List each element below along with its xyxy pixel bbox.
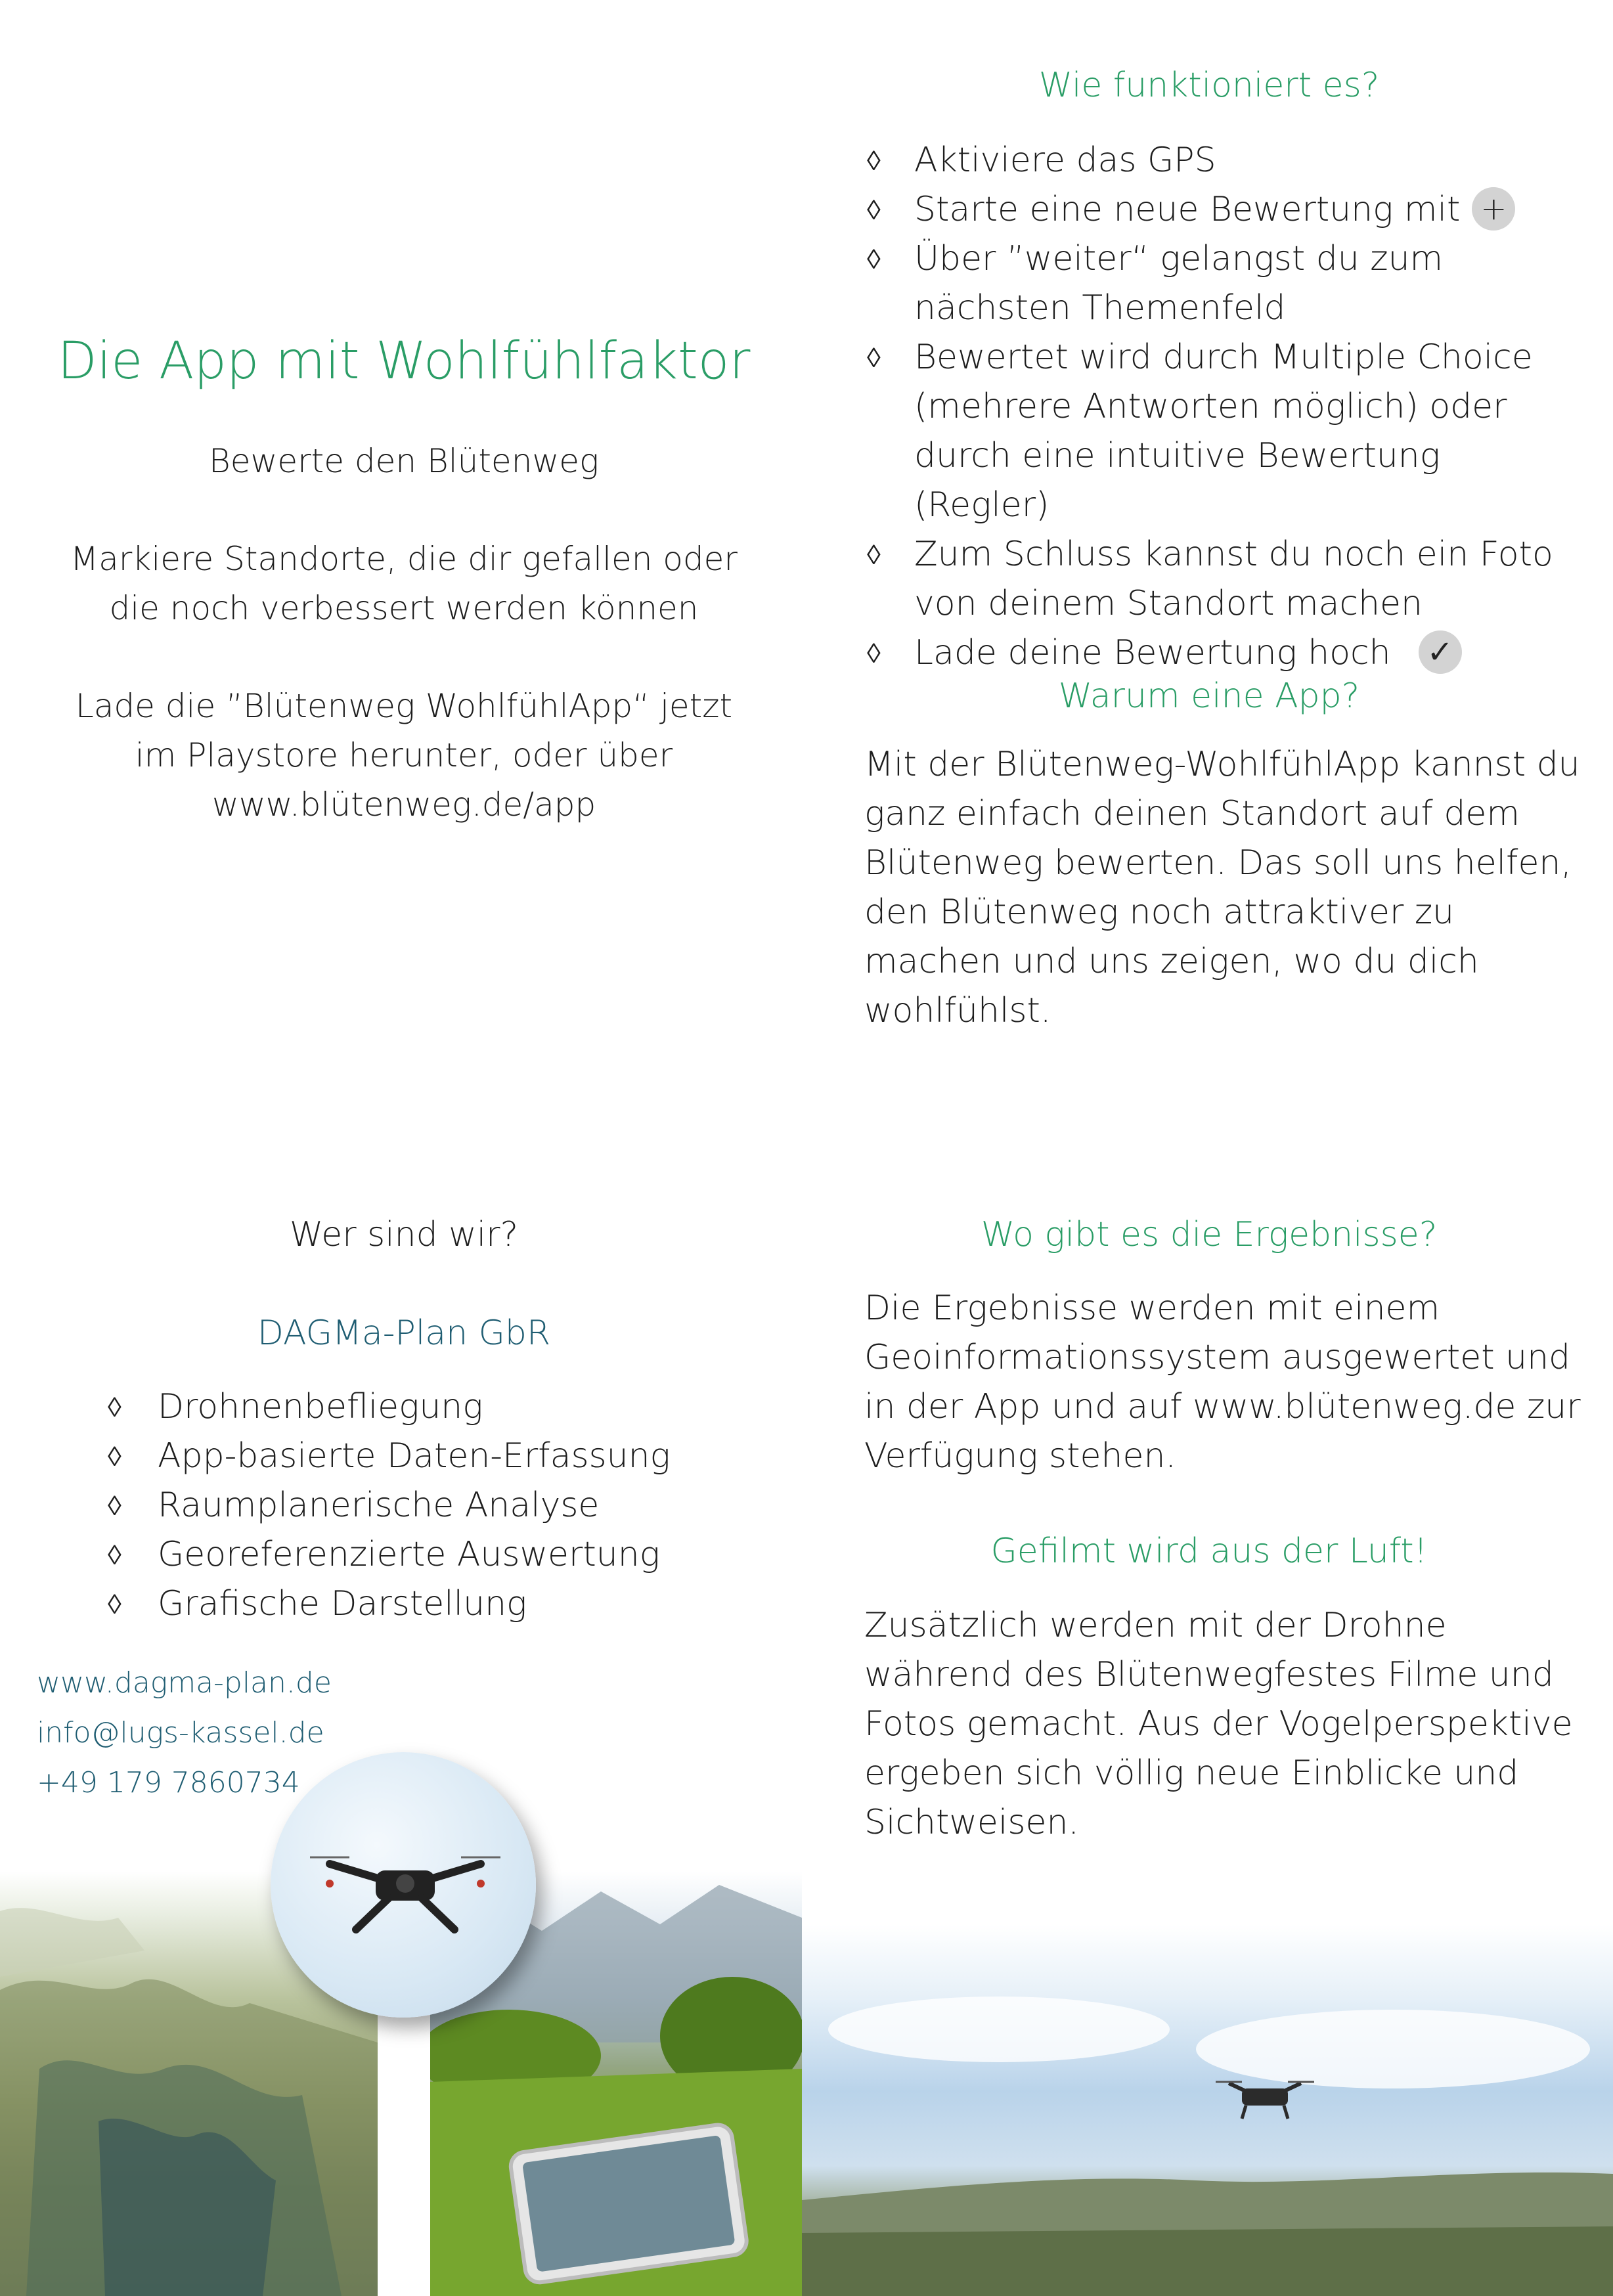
- website-link[interactable]: www.dagma-plan.de: [37, 1666, 332, 1700]
- intro-line-2: Markiere Standorte, die dir gefallen oder die noch verbessert werden können: [70, 540, 738, 627]
- why-text: Mit der Blütenweg-WohlfühlApp kannst du ganz einfach deinen Standort auf dem Blütenweg bewerten. Das soll uns helfen, den Blütenweg noch attraktiver zu machen und uns zeigen, wo du dich wohlfühlst.: [864, 745, 1580, 1030]
- results-heading: Wo gibt es die Ergebnisse?: [981, 1215, 1438, 1254]
- company-name: DAGMa-Plan GbR: [257, 1314, 551, 1353]
- email-link[interactable]: info@lugs-kassel.de: [37, 1716, 324, 1750]
- intro-line-1: Bewerte den Blütenweg: [208, 442, 600, 480]
- intro-line-3: Lade die ”Blütenweg WohlfühlApp“ jetzt im Playstore herunter, oder über www.blütenweg.de/app: [75, 687, 733, 824]
- diamond-icon: ◊: [867, 539, 881, 571]
- diamond-icon: ◊: [867, 194, 881, 226]
- phone-number[interactable]: +49 179 7860734: [37, 1766, 300, 1799]
- list-item: ◊ App-basierte Daten-Erfassung: [105, 1432, 828, 1481]
- diamond-icon: ◊: [867, 144, 881, 177]
- how-heading: Wie funktioniert es?: [1038, 66, 1380, 105]
- app-title: Die App mit Wohlfühlfaktor: [57, 332, 751, 391]
- sky-drone-photo: [802, 1924, 1613, 2296]
- how-list: [864, 136, 1580, 678]
- list-item: ◊ Zum Schluss kannst du noch ein Foto von deinem Standort machen: [864, 530, 1580, 629]
- diamond-icon: ◊: [108, 1588, 122, 1620]
- diamond-icon: ◊: [867, 243, 881, 275]
- services-list: [105, 1382, 828, 1629]
- film-heading: Gefilmt wird aus der Luft!: [990, 1532, 1428, 1571]
- plus-icon: +: [1472, 187, 1515, 231]
- list-item: ◊ Georeferenzierte Auswertung: [105, 1530, 828, 1579]
- list-item: ◊ Über ”weiter“ gelangst du zum nächsten Themenfeld: [864, 234, 1580, 333]
- diamond-icon: ◊: [867, 637, 881, 669]
- list-item: ◊ Starte eine neue Bewertung mit +: [864, 185, 1580, 234]
- who-heading: Wer sind wir?: [289, 1215, 519, 1254]
- drone-photo-circle: [271, 1752, 536, 2018]
- contact-block: [37, 1658, 332, 1808]
- sky-scene: [802, 1924, 1613, 2296]
- drone-icon: [1216, 2082, 1314, 2119]
- list-item: ◊ Bewertet wird durch Multiple Choice (mehrere Antworten möglich) oder durch eine intuitive Bewertung (Regler): [864, 333, 1580, 530]
- diamond-icon: ◊: [108, 1391, 122, 1423]
- drone-icon: [271, 1752, 536, 2018]
- diamond-icon: ◊: [867, 342, 881, 374]
- check-icon: ✓: [1419, 630, 1462, 674]
- list-item: ◊ Grafische Darstellung: [105, 1579, 828, 1629]
- list-item: ◊ Drohnenbefliegung: [105, 1382, 828, 1432]
- list-item: ◊ Aktiviere das GPS: [864, 136, 1580, 185]
- list-item: ◊ Lade deine Bewertung hoch ✓: [864, 629, 1580, 678]
- results-text: Die Ergebnisse werden mit einem Geoinformationssystem ausgewertet und in der App und auf www.blütenweg.de zur Verfügung stehen.: [864, 1289, 1581, 1476]
- why-heading: Warum eine App?: [1058, 676, 1360, 716]
- diamond-icon: ◊: [108, 1490, 122, 1522]
- film-text: Zusätzlich werden mit der Drohne während des Blütenwegfestes Filme und Fotos gemacht. Aus der Vogelperspektive ergeben sich völlig neue Einblicke und Sichtweisen.: [864, 1606, 1573, 1842]
- diamond-icon: ◊: [108, 1539, 122, 1571]
- diamond-icon: ◊: [108, 1440, 122, 1472]
- intro-text: [39, 437, 768, 878]
- list-item: ◊ Raumplanerische Analyse: [105, 1481, 828, 1530]
